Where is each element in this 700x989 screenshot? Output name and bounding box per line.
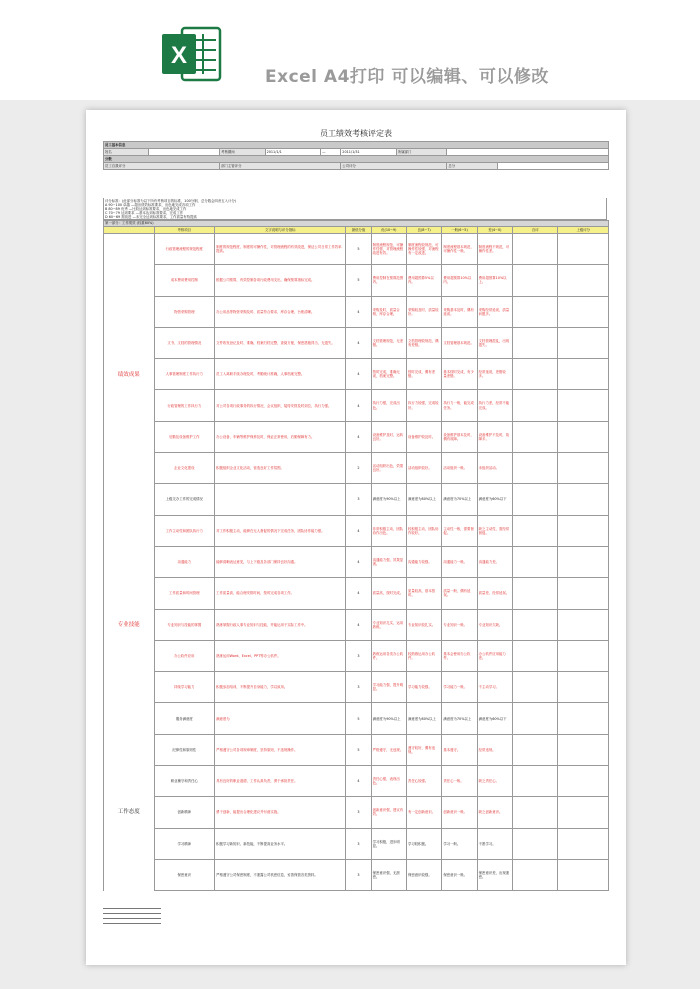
grade-criteria: 缺乏主动性，需经常督促。 bbox=[477, 515, 512, 546]
item-name: 持续学习能力 bbox=[154, 672, 215, 703]
table-row bbox=[104, 859, 609, 890]
category-label: 工作态度 bbox=[104, 734, 155, 890]
grade-criteria: 设备维护基本及时，偶有故障。 bbox=[442, 421, 477, 452]
table-row bbox=[104, 327, 609, 358]
supervisor-score-cell[interactable] bbox=[558, 797, 609, 828]
self-score-cell[interactable] bbox=[513, 859, 558, 890]
total-score-label: 总分 bbox=[447, 163, 498, 170]
item-description: 根据公司预算，有效控制各项行政费用支出，确保预算指标完成。 bbox=[215, 265, 346, 296]
item-description: 员工入离职手续办理及时，考勤统计准确，人事档案完整。 bbox=[215, 359, 346, 390]
column-header: 优(10~9) bbox=[371, 227, 406, 234]
self-score-cell[interactable] bbox=[513, 390, 558, 421]
standard-line: D 60~69 需改进 —未完全达到标准要求，工作质量有待提高 bbox=[105, 215, 197, 220]
grade-criteria: 满意度为60%以下 bbox=[477, 484, 512, 515]
item-description: 能够清晰表达意见，与上下级及各部门保持良好沟通。 bbox=[215, 546, 346, 577]
grade-criteria: 设备维护较及时。 bbox=[406, 421, 441, 452]
grade-criteria: 采购及时，质量合格，库存合理。 bbox=[371, 296, 406, 327]
company-score-label: 公司评分 bbox=[341, 163, 447, 170]
column-header: 良(8~7) bbox=[406, 227, 441, 234]
grade-criteria: 活动组织一般。 bbox=[442, 453, 477, 484]
grade-criteria: 基本遵守。 bbox=[442, 734, 477, 765]
item-weight: 4 bbox=[346, 515, 371, 546]
name-field[interactable] bbox=[149, 149, 220, 156]
period-start[interactable]: 2011/1/1 bbox=[265, 149, 321, 156]
grade-criteria: 较熟练运用办公软件。 bbox=[406, 640, 441, 671]
item-weight: 4 bbox=[346, 296, 371, 327]
self-score-cell[interactable] bbox=[513, 546, 558, 577]
self-score-cell[interactable] bbox=[513, 515, 558, 546]
supervisor-score-cell[interactable] bbox=[558, 766, 609, 797]
grade-criteria: 严格遵守，无违规。 bbox=[371, 734, 406, 765]
table-row bbox=[104, 578, 609, 609]
grade-criteria: 设备维护不及时，故障多。 bbox=[477, 421, 512, 452]
self-score-cell[interactable] bbox=[513, 640, 558, 671]
self-score-label: 员工自我评分 bbox=[104, 163, 220, 170]
grade-criteria: 未组织活动。 bbox=[477, 453, 512, 484]
grade-criteria: 满意度为60%以下 bbox=[477, 703, 512, 734]
grade-criteria: 学习一般。 bbox=[442, 828, 477, 859]
item-name: 上级交办工作的完成情况 bbox=[154, 484, 215, 515]
item-name: 职业操守和责任心 bbox=[154, 766, 215, 797]
banner-title: Excel A4打印 可以编辑、可以修改 bbox=[265, 67, 549, 87]
table-row bbox=[104, 515, 609, 546]
grade-criteria: 责任心强，表现出色。 bbox=[371, 766, 406, 797]
grade-criteria: 学习能力较强。 bbox=[406, 672, 441, 703]
grade-criteria: 办公软件应用能力差。 bbox=[477, 640, 512, 671]
supervisor-score-cell[interactable] bbox=[558, 672, 609, 703]
item-name: 文书、文档的管理情况 bbox=[154, 327, 215, 358]
supervisor-score-cell[interactable] bbox=[558, 453, 609, 484]
table-row bbox=[104, 672, 609, 703]
item-description: 严格遵守公司保密制度，不泄露公司机密信息，妥善保管各类资料。 bbox=[215, 859, 346, 890]
grade-criteria: 活动组织出色，效果良好。 bbox=[371, 453, 406, 484]
standard-line: A 90~100 卓越 —超出绩效标准要求，出色地完成各项工作 bbox=[105, 203, 196, 208]
item-weight: 3 bbox=[346, 640, 371, 671]
supervisor-score-cell[interactable] bbox=[558, 421, 609, 452]
column-header: 自评 bbox=[513, 227, 558, 234]
self-score-cell[interactable] bbox=[513, 672, 558, 703]
item-name: 创新精神 bbox=[154, 797, 215, 828]
item-description: 办公设备、车辆等维护保养及时，保证正常使用，后勤保障有力。 bbox=[215, 421, 346, 452]
self-score-cell[interactable] bbox=[513, 797, 558, 828]
category-label: 专业技能 bbox=[104, 515, 155, 734]
grade-criteria: 执行力差，经常不能完成。 bbox=[477, 390, 512, 421]
item-description: 对工作积极主动，能够在无人督促的情况下完成任务，团队协作能力强。 bbox=[215, 515, 346, 546]
column-header: 最低分值 bbox=[346, 227, 371, 234]
grade-criteria: 学习能力一般。 bbox=[442, 672, 477, 703]
self-score-cell[interactable] bbox=[513, 578, 558, 609]
excel-icon bbox=[160, 22, 224, 86]
item-weight: 4 bbox=[346, 766, 371, 797]
self-score-cell[interactable] bbox=[513, 296, 558, 327]
grade-criteria: 质量差，经常延误。 bbox=[477, 578, 512, 609]
table-row bbox=[104, 703, 609, 734]
grade-criteria: 采购基本及时，偶有延误。 bbox=[442, 296, 477, 327]
grade-criteria: 采购较及时，质量较好。 bbox=[406, 296, 441, 327]
column-header: 差(4~0) bbox=[477, 227, 512, 234]
grade-criteria: 不主动学习。 bbox=[477, 672, 512, 703]
grade-criteria: 费用超预算5%以内。 bbox=[406, 265, 441, 296]
supervisor-score-cell[interactable] bbox=[558, 265, 609, 296]
period-end[interactable]: 2011/1/31 bbox=[341, 149, 397, 156]
grade-criteria: 沟通能力差。 bbox=[477, 546, 512, 577]
item-weight: 5 bbox=[346, 234, 371, 265]
grade-criteria: 满意度为70%以上 bbox=[442, 703, 477, 734]
column-header: 考核项目 bbox=[154, 227, 215, 234]
item-description: 对公司各项行政事务的执行情况，会议组织、接待安排及时到位，执行力强。 bbox=[215, 390, 346, 421]
column-header: 文字说明与评分指标 bbox=[215, 227, 346, 234]
table-row bbox=[104, 453, 609, 484]
grade-criteria: 活动组织较好。 bbox=[406, 453, 441, 484]
grade-criteria: 非常积极主动，团队协作出色。 bbox=[371, 515, 406, 546]
supervisor-score-cell[interactable] bbox=[558, 734, 609, 765]
category-label: 绩效成果 bbox=[104, 234, 155, 516]
item-description: 熟练运用Word、Excel、PPT等办公软件。 bbox=[215, 640, 346, 671]
table-row bbox=[104, 797, 609, 828]
grade-criteria: 学习积极，进步明显。 bbox=[371, 828, 406, 859]
self-score-cell[interactable] bbox=[513, 734, 558, 765]
item-weight: 4 bbox=[346, 546, 371, 577]
supervisor-score-cell[interactable] bbox=[558, 515, 609, 546]
table-row bbox=[104, 265, 609, 296]
item-name: 行政管理的工作执行力 bbox=[154, 390, 215, 421]
document-title: 员工绩效考核评定表 bbox=[320, 129, 392, 138]
supervisor-score-cell[interactable] bbox=[558, 609, 609, 640]
standard-line: 评分标准：(此部分标准为以下所有考核项目的标准，100分制，总分数会四舍五入计分) bbox=[105, 199, 237, 203]
grade-criteria: 熟练运用各类办公软件。 bbox=[371, 640, 406, 671]
grade-criteria: 沟通能力一般。 bbox=[442, 546, 477, 577]
grade-criteria: 费用控制在预算范围内。 bbox=[371, 265, 406, 296]
self-score-cell[interactable] bbox=[513, 359, 558, 390]
item-weight: 4 bbox=[346, 421, 371, 452]
banner bbox=[0, 0, 700, 100]
item-description: 制度的规范程度、制度的可操作性，对管理流程的有效改进，保证公司日常工作效率提高。 bbox=[215, 234, 346, 265]
table-row bbox=[104, 766, 609, 797]
item-name: 保密意识 bbox=[154, 859, 215, 890]
supervisor-score-cell[interactable] bbox=[558, 359, 609, 390]
item-weight: 3 bbox=[346, 797, 371, 828]
supervisor-score-cell[interactable] bbox=[558, 484, 609, 515]
self-score-cell[interactable] bbox=[513, 703, 558, 734]
grade-criteria: 质量高，按时完成。 bbox=[371, 578, 406, 609]
grade-criteria: 按时完成，偶有差错。 bbox=[406, 359, 441, 390]
item-name: 办公软件应用 bbox=[154, 640, 215, 671]
standard-line: C 70~79 达到要求 —基本达到标准要求，完成工作 bbox=[105, 211, 184, 216]
grade-criteria: 费用超预算10%以内。 bbox=[442, 265, 477, 296]
item-weight: 5 bbox=[346, 703, 371, 734]
item-name: 纪律性和原则性 bbox=[154, 734, 215, 765]
grade-criteria: 缺乏责任心。 bbox=[477, 766, 512, 797]
basic-info-table bbox=[103, 141, 609, 170]
grade-criteria: 文档管理基本规范。 bbox=[442, 327, 477, 358]
self-score-cell[interactable] bbox=[513, 828, 558, 859]
supervisor-score-cell[interactable] bbox=[558, 703, 609, 734]
grade-criteria: 按时完成，准确无误，档案完整。 bbox=[371, 359, 406, 390]
item-weight: 5 bbox=[346, 734, 371, 765]
self-score-cell[interactable] bbox=[513, 609, 558, 640]
self-score-cell[interactable] bbox=[513, 453, 558, 484]
item-name: 学习精神 bbox=[154, 828, 215, 859]
grade-criteria: 执行力一般，能完成任务。 bbox=[442, 390, 477, 421]
table-row bbox=[104, 734, 609, 765]
grade-criteria: 设备维护及时，运转良好。 bbox=[371, 421, 406, 452]
column-header: 一般(6~5) bbox=[442, 227, 477, 234]
table-row bbox=[104, 390, 609, 421]
grade-criteria: 有一定创新意识。 bbox=[406, 797, 441, 828]
grade-criteria: 保密意识强，无泄密。 bbox=[371, 859, 406, 890]
dept-field[interactable] bbox=[447, 149, 609, 156]
self-score-cell[interactable] bbox=[513, 766, 558, 797]
dept-label: 所属部门 bbox=[396, 149, 447, 156]
grade-criteria: 保密意识一般。 bbox=[442, 859, 477, 890]
item-weight: 3 bbox=[346, 484, 371, 515]
item-weight: 3 bbox=[346, 828, 371, 859]
grade-criteria: 文档管理规范，无差错。 bbox=[371, 327, 406, 358]
grade-criteria: 满意度为70%以上 bbox=[442, 484, 477, 515]
supervisor-score-cell[interactable] bbox=[558, 859, 609, 890]
item-description: 满意度为 bbox=[215, 703, 346, 734]
grade-criteria: 制度流程较规范，可操作性较强，对流程有一定改进。 bbox=[406, 234, 441, 265]
item-name: 物资采购管理 bbox=[154, 296, 215, 327]
grade-criteria: 保密意识差，出现泄密。 bbox=[477, 859, 512, 890]
table-row bbox=[104, 359, 609, 390]
item-name: 企业文化建设 bbox=[154, 453, 215, 484]
item-weight: 2 bbox=[346, 453, 371, 484]
grade-criteria: 专业知识欠缺。 bbox=[477, 609, 512, 640]
grade-criteria: 专业知识扎实，运用熟练。 bbox=[371, 609, 406, 640]
item-description: 具有良好的职业道德，工作认真负责，勇于承担责任。 bbox=[215, 766, 346, 797]
grade-criteria: 责任心一般。 bbox=[442, 766, 477, 797]
period-dash: — bbox=[321, 149, 341, 156]
grade-criteria: 经常违规。 bbox=[477, 734, 512, 765]
item-weight: 3 bbox=[346, 859, 371, 890]
item-weight: 5 bbox=[346, 265, 371, 296]
item-description: 工作质量高，能合理安排时间，按时完成各项工作。 bbox=[215, 578, 346, 609]
grade-criteria: 执行力强，完成出色。 bbox=[371, 390, 406, 421]
grade-criteria: 沟通能力较强。 bbox=[406, 546, 441, 577]
item-name: 工作质量和时间管理 bbox=[154, 578, 215, 609]
supervisor-score-cell[interactable] bbox=[558, 296, 609, 327]
grade-criteria: 制度流程不规范，可操作性差。 bbox=[477, 234, 512, 265]
grade-criteria: 经常延误，差错较多。 bbox=[477, 359, 512, 390]
grade-criteria: 较积极主动，团队协作较好。 bbox=[406, 515, 441, 546]
item-weight: 4 bbox=[346, 609, 371, 640]
name-label: 姓名 bbox=[104, 149, 149, 156]
grade-criteria: 缺乏创新意识。 bbox=[477, 797, 512, 828]
grade-criteria: 采购经常延误，质量问题多。 bbox=[477, 296, 512, 327]
total-score-field[interactable] bbox=[497, 163, 608, 170]
column-header: 上级评分 bbox=[558, 227, 609, 234]
item-description: 积极组织企业文化活动，营造良好工作氛围。 bbox=[215, 453, 346, 484]
grade-criteria: 基本按时完成，有少量差错。 bbox=[442, 359, 477, 390]
part-label: 第一部分：工作绩效 (权重60%) bbox=[104, 221, 609, 227]
item-name: 沟通能力 bbox=[154, 546, 215, 577]
grade-criteria: 基本会使用办公软件。 bbox=[442, 640, 477, 671]
grade-criteria: 质量一般，偶有延误。 bbox=[442, 578, 477, 609]
supervisor-score-cell[interactable] bbox=[558, 640, 609, 671]
table-row bbox=[104, 828, 609, 859]
grade-criteria: 主动性一般，需要督促。 bbox=[442, 515, 477, 546]
grade-criteria: 执行力较强，完成较好。 bbox=[406, 390, 441, 421]
grade-criteria: 满意度为80%以上 bbox=[406, 484, 441, 515]
item-weight: 4 bbox=[346, 327, 371, 358]
item-weight: 4 bbox=[346, 359, 371, 390]
item-description: 积极学习新知识、新技能，不断提高业务水平。 bbox=[215, 828, 346, 859]
item-description: 办公用品等物资采购及时、质量符合要求，库存合理，台账清晰。 bbox=[215, 296, 346, 327]
item-name: 后勤及设备维护工作 bbox=[154, 421, 215, 452]
document-sheet bbox=[86, 110, 626, 965]
item-name: 行政管理流程的规范程度 bbox=[154, 234, 215, 265]
item-name: 专业知识与技能的掌握 bbox=[154, 609, 215, 640]
self-score-cell[interactable] bbox=[513, 234, 558, 265]
supervisor-score-cell[interactable] bbox=[558, 327, 609, 358]
grade-criteria: 创新意识强，建议有效。 bbox=[371, 797, 406, 828]
grade-criteria: 制度流程规范，可操作性强，对管理流程改进有效。 bbox=[371, 234, 406, 265]
item-description bbox=[215, 484, 346, 515]
scoring-standard bbox=[103, 198, 607, 220]
item-name: 工作主动性和团队执行力 bbox=[154, 515, 215, 546]
self-score-cell[interactable] bbox=[513, 265, 558, 296]
item-name: 人事管理制度工作执行力 bbox=[154, 359, 215, 390]
section-score: 分数 bbox=[104, 156, 609, 163]
grade-criteria: 责任心较强。 bbox=[406, 766, 441, 797]
item-description: 勇于创新，能提出合理化建议并付诸实施。 bbox=[215, 797, 346, 828]
header-blank bbox=[104, 227, 155, 234]
supervisor-score-cell[interactable] bbox=[558, 234, 609, 265]
item-name: 服务满意度 bbox=[154, 703, 215, 734]
table-row bbox=[104, 546, 609, 577]
grade-criteria: 满意度为80%以上 bbox=[406, 703, 441, 734]
table-row bbox=[104, 640, 609, 671]
item-description: 文件收发登记及时、准确，档案归档完整，查阅方便，保密措施得当，无遗失。 bbox=[215, 327, 346, 358]
section-basic-info: 员工基本信息 bbox=[104, 142, 609, 149]
grade-criteria: 遵守较好，偶有违规。 bbox=[406, 734, 441, 765]
self-score-cell[interactable] bbox=[513, 421, 558, 452]
period-label: 考核期间 bbox=[220, 149, 265, 156]
grade-criteria: 沟通能力强，效果显著。 bbox=[371, 546, 406, 577]
item-name: 成本费用费用控制 bbox=[154, 265, 215, 296]
grade-criteria: 学习能力强，提升明显。 bbox=[371, 672, 406, 703]
grade-criteria: 质量较高，基本按时。 bbox=[406, 578, 441, 609]
grade-criteria: 不愿学习。 bbox=[477, 828, 512, 859]
grade-criteria: 学习较积极。 bbox=[406, 828, 441, 859]
grade-criteria: 专业知识较扎实。 bbox=[406, 609, 441, 640]
grade-criteria: 专业知识一般。 bbox=[442, 609, 477, 640]
grade-criteria: 保密意识较强。 bbox=[406, 859, 441, 890]
grade-criteria: 满意度为90%以上 bbox=[371, 703, 406, 734]
item-description: 积极参加培训，不断提升自身能力，学以致用。 bbox=[215, 672, 346, 703]
item-description: 熟练掌握行政人事专业知识与技能，并能运用于实际工作中。 bbox=[215, 609, 346, 640]
self-score-cell[interactable] bbox=[513, 484, 558, 515]
grade-criteria: 制度流程基本规范，可操作性一般。 bbox=[442, 234, 477, 265]
supervisor-score-cell[interactable] bbox=[558, 390, 609, 421]
item-weight: 4 bbox=[346, 578, 371, 609]
self-score-cell[interactable] bbox=[513, 327, 558, 358]
svg-text:X: X bbox=[170, 42, 188, 69]
supervisor-score-cell[interactable] bbox=[558, 546, 609, 577]
signature-lines bbox=[103, 908, 161, 928]
dept-score-label: 部门主管评分 bbox=[220, 163, 341, 170]
grade-criteria: 创新意识一般。 bbox=[442, 797, 477, 828]
evaluation-table bbox=[103, 220, 609, 891]
item-description: 严格遵守公司各项规章制度，坚持原则，不违规操作。 bbox=[215, 734, 346, 765]
supervisor-score-cell[interactable] bbox=[558, 828, 609, 859]
table-row bbox=[104, 609, 609, 640]
supervisor-score-cell[interactable] bbox=[558, 578, 609, 609]
grade-criteria: 文档管理混乱，出现遗失。 bbox=[477, 327, 512, 358]
item-weight: 3 bbox=[346, 672, 371, 703]
table-row bbox=[104, 234, 609, 265]
grade-criteria: 满意度为90%以上 bbox=[371, 484, 406, 515]
table-row bbox=[104, 484, 609, 515]
standard-line: B 80~89 优秀 —比较达到标准要求，出色地完成工作 bbox=[105, 207, 187, 212]
grade-criteria: 文档管理较规范，偶有差错。 bbox=[406, 327, 441, 358]
item-weight: 4 bbox=[346, 390, 371, 421]
table-row bbox=[104, 421, 609, 452]
grade-criteria: 费用超预算10%以上。 bbox=[477, 265, 512, 296]
table-row bbox=[104, 296, 609, 327]
